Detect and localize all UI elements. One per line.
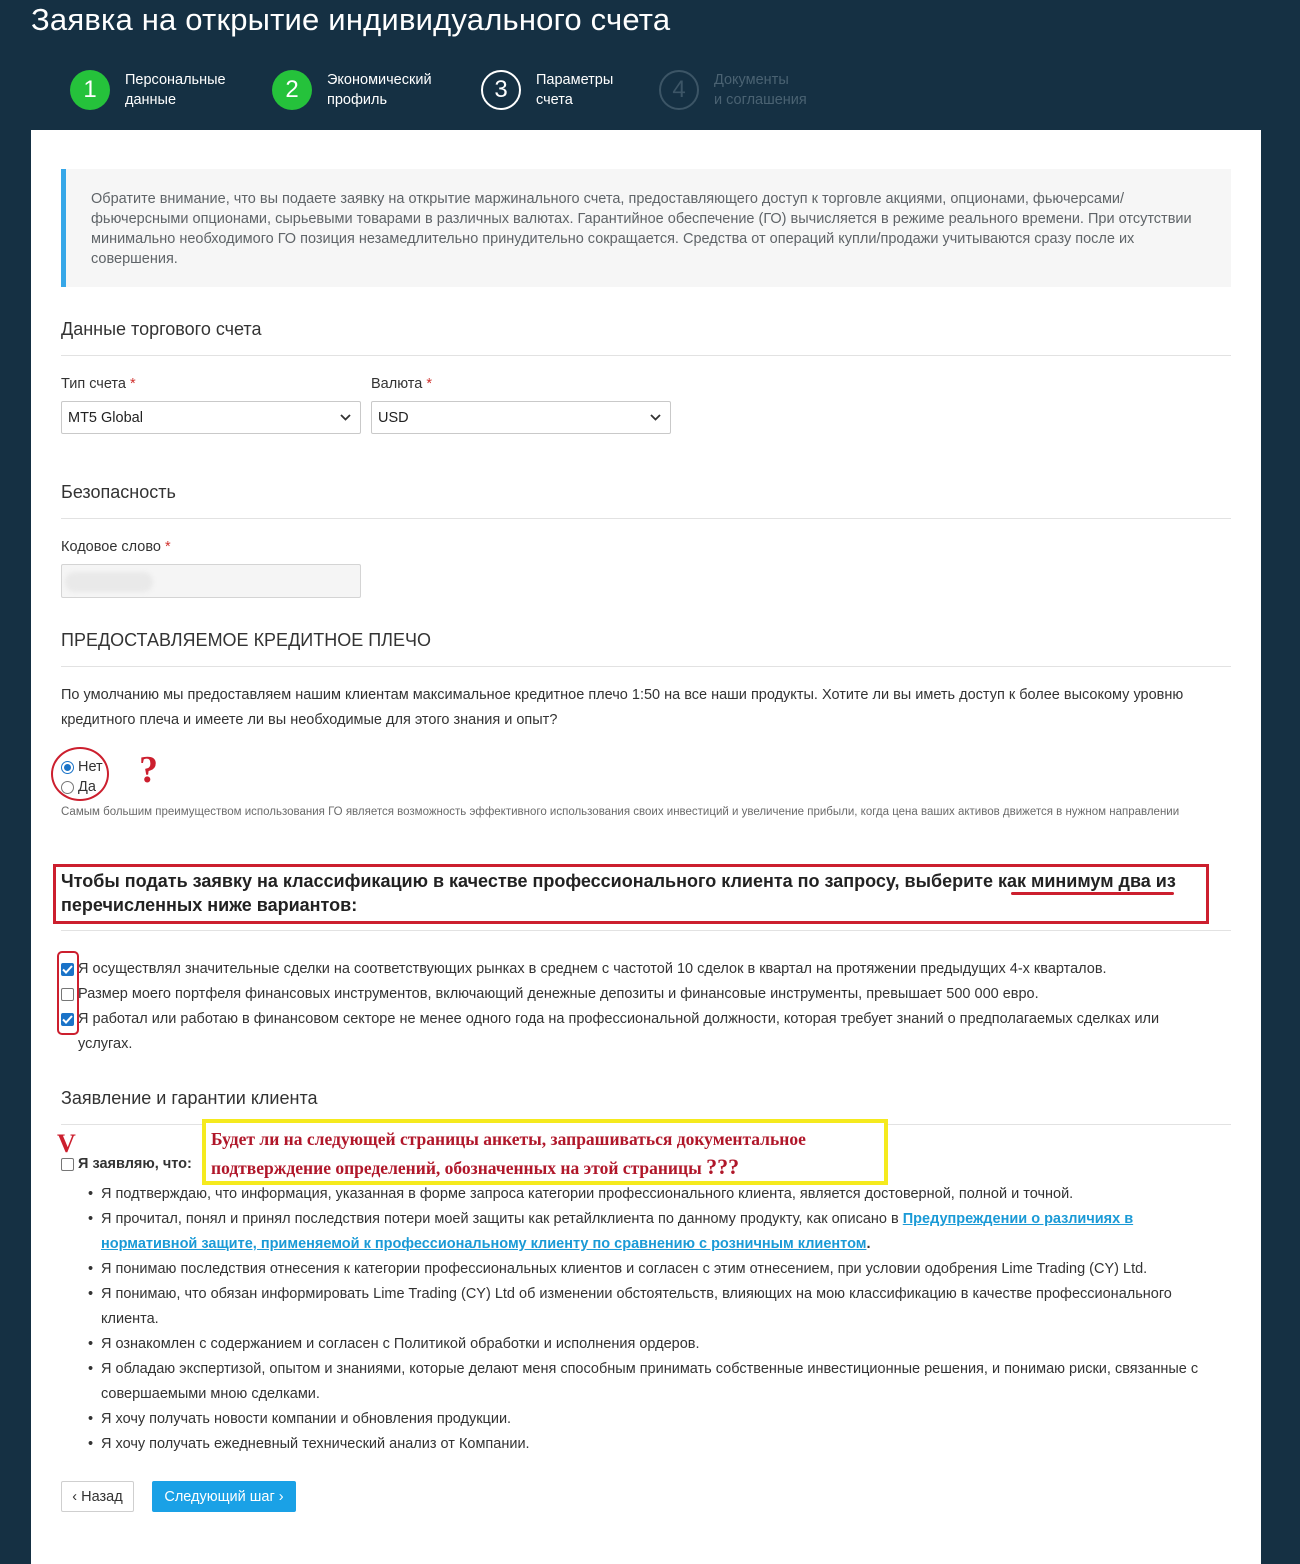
margin-notice-text: Обратите внимание, что вы подаете заявку на открытие маржинального счета, предоставляющего доступ к торговле акциями, опционами, фьючерсами/фьючерсными опционами, сырьевыми товарами в различных валютах. Гарантийное обеспечение (ГО) вычисляется в режиме реального времени. При отсутствии минимально необходимого ГО позиция незамедлительно принудительно сокращается. Средства от операций купли/продажи учитываются сразу после их совершения. xyxy=(91,191,1192,267)
step-2 xyxy=(272,70,457,110)
step-3 xyxy=(481,70,666,110)
step-3-circle: 3 xyxy=(481,70,521,110)
criterion-2[interactable] xyxy=(61,982,1231,1007)
warning-link[interactable]: Предупреждении о различиях в нормативной защите, применяемой к профессиональному клиенту по сравнению с розничным клиентом xyxy=(101,1211,1134,1252)
list-item: • Я понимаю, что обязан информировать Lime Trading (CY) Ltd об изменении обстоятельств, влияющих на мою классификацию в качестве профессионального клиента. xyxy=(61,1282,1231,1332)
professional-heading: Чтобы подать заявку на классификацию в качестве профессионального клиента по запросу, выберите как минимум два из перечисленных ниже вариантов: xyxy=(61,871,1176,915)
section-title-trading-account: Данные торгового счета xyxy=(61,319,1231,356)
annotation-box-checkboxes xyxy=(57,951,79,1035)
leverage-help-text: Самым большим преимуществом использования ГО является возможность эффективного использования своих инвестиций и увеличение прибыли, когда цена ваших активов движется в нужном направлении xyxy=(61,806,1180,818)
annotation-yellow-note-marks: ??? xyxy=(706,1154,740,1179)
section-title-leverage: ПРЕДОСТАВЛЯЕМОЕ КРЕДИТНОЕ ПЛЕЧО xyxy=(61,630,1231,667)
step-3-label-line2: счета xyxy=(536,92,573,108)
currency-label: Валюта * xyxy=(371,376,432,392)
section-title-security: Безопасность xyxy=(61,482,1231,519)
annotation-circle-radio xyxy=(51,747,109,801)
radio-no-label: Нет xyxy=(78,759,103,775)
step-2-circle: 2 xyxy=(272,70,312,110)
account-type-value: MT5 Global xyxy=(68,409,143,426)
criterion-3-label: Я работал или работаю в финансовом секторе не менее одного года на профессиональной должности, которая требует знаний о предполагаемых сделках или услугах. xyxy=(78,1011,1160,1052)
list-item: • Я обладаю экспертизой, опытом и знаниями, которые делают меня способным принимать собственные инвестиционные решения, и понимаю риски, связанные с совершаемыми мною сделками. xyxy=(61,1357,1231,1407)
chevron-down-icon xyxy=(640,402,670,433)
list-item: • Я понимаю последствия отнесения к категории профессиональных клиентов и согласен с этим отнесением, при условии одобрения Lime Trading (CY) Ltd. xyxy=(61,1257,1231,1282)
required-mark: * xyxy=(165,539,171,555)
back-button[interactable]: ‹ Назад xyxy=(61,1481,134,1512)
annotation-check-mark: V xyxy=(57,1129,76,1158)
list-item: • Я хочу получать ежедневный технический анализ от Компании. xyxy=(61,1432,1231,1457)
step-4-label-line2: и соглашения xyxy=(714,92,807,108)
step-2-label-line1: Экономический xyxy=(327,72,432,88)
declaration-list xyxy=(61,1182,1231,1457)
criterion-1[interactable] xyxy=(61,957,1231,982)
divider xyxy=(61,930,1231,931)
criterion-3[interactable] xyxy=(61,1007,1191,1057)
step-3-label-line1: Параметры xyxy=(536,72,614,88)
list-item: • Я хочу получать новости компании и обновления продукции. xyxy=(61,1407,1231,1432)
criterion-2-label: Размер моего портфеля финансовых инструментов, включающий денежные депозиты и финансовые инструменты, превышает 500 000 евро. xyxy=(78,986,1039,1002)
annotation-yellow-note-text: Будет ли на следующей страницы анкеты, запрашиваться документальное подтверждение определений, обозначенных на этой страницы xyxy=(211,1129,806,1178)
page-title: Заявка на открытие индивидуального счета xyxy=(31,2,671,37)
step-1 xyxy=(70,70,255,110)
code-word-label: Кодовое слово * xyxy=(61,539,171,555)
declaration-checkbox[interactable] xyxy=(61,1158,74,1171)
step-1-label-line2: данные xyxy=(125,92,177,108)
next-step-button[interactable]: Следующий шаг › xyxy=(152,1481,296,1512)
step-4 xyxy=(659,70,844,110)
code-word-input[interactable] xyxy=(61,564,361,598)
declaration-checkbox-row[interactable] xyxy=(61,1152,192,1177)
list-item: • Я ознакомлен с содержанием и согласен с Политикой обработки и исполнения ордеров. xyxy=(61,1332,1231,1357)
professional-heading-highlight: как минимум два xyxy=(998,871,1151,891)
step-1-label-line1: Персональные xyxy=(125,72,226,88)
currency-value: USD xyxy=(378,409,409,426)
list-item: • Я подтверждаю, что информация, указанная в форме запроса категории профессионального клиента, является достоверной, полной и точной. xyxy=(61,1182,1231,1207)
wizard-steps xyxy=(0,70,1300,114)
chevron-down-icon xyxy=(330,402,360,433)
leverage-question: По умолчанию мы предоставляем нашим клиентам максимальное кредитное плечо 1:50 на все наши продукты. Хотите ли вы иметь доступ к более высокому уровню кредитного плеча и имеете ли вы необходимые для этого знания и опыт? xyxy=(61,687,1184,728)
annotation-yellow-note xyxy=(202,1119,888,1185)
step-4-circle: 4 xyxy=(659,70,699,110)
radio-yes-label: Да xyxy=(78,779,96,795)
account-type-label: Тип счета * xyxy=(61,376,136,392)
annotation-question-mark: ? xyxy=(139,749,158,791)
form-card xyxy=(31,130,1261,1564)
list-item: • Я прочитал, понял и принял последствия потери моей защиты как ретайлклиента по данному продукту, как описано в Предупреждении о различиях в нормативной защите, применяемой к профессиональному клиенту по сравнению с розничным клиентом. xyxy=(61,1207,1231,1257)
criterion-1-label: Я осуществлял значительные сделки на соответствующих рынках в среднем с частотой 10 сделок в квартал на протяжении предыдущих 4-х кварталов. xyxy=(78,961,1107,977)
declaration-checkbox-label: Я заявляю, что: xyxy=(78,1156,192,1172)
step-1-circle: 1 xyxy=(70,70,110,110)
section-title-declaration: Заявление и гарантии клиента xyxy=(61,1088,1231,1125)
step-4-label-line1: Документы xyxy=(714,72,789,88)
required-mark: * xyxy=(426,376,432,392)
redacted-value xyxy=(65,572,153,592)
annotation-underline xyxy=(1011,892,1174,895)
required-mark: * xyxy=(130,376,136,392)
currency-select[interactable] xyxy=(371,401,671,434)
account-type-select[interactable] xyxy=(61,401,361,434)
margin-notice xyxy=(61,169,1231,287)
step-2-label-line2: профиль xyxy=(327,92,388,108)
